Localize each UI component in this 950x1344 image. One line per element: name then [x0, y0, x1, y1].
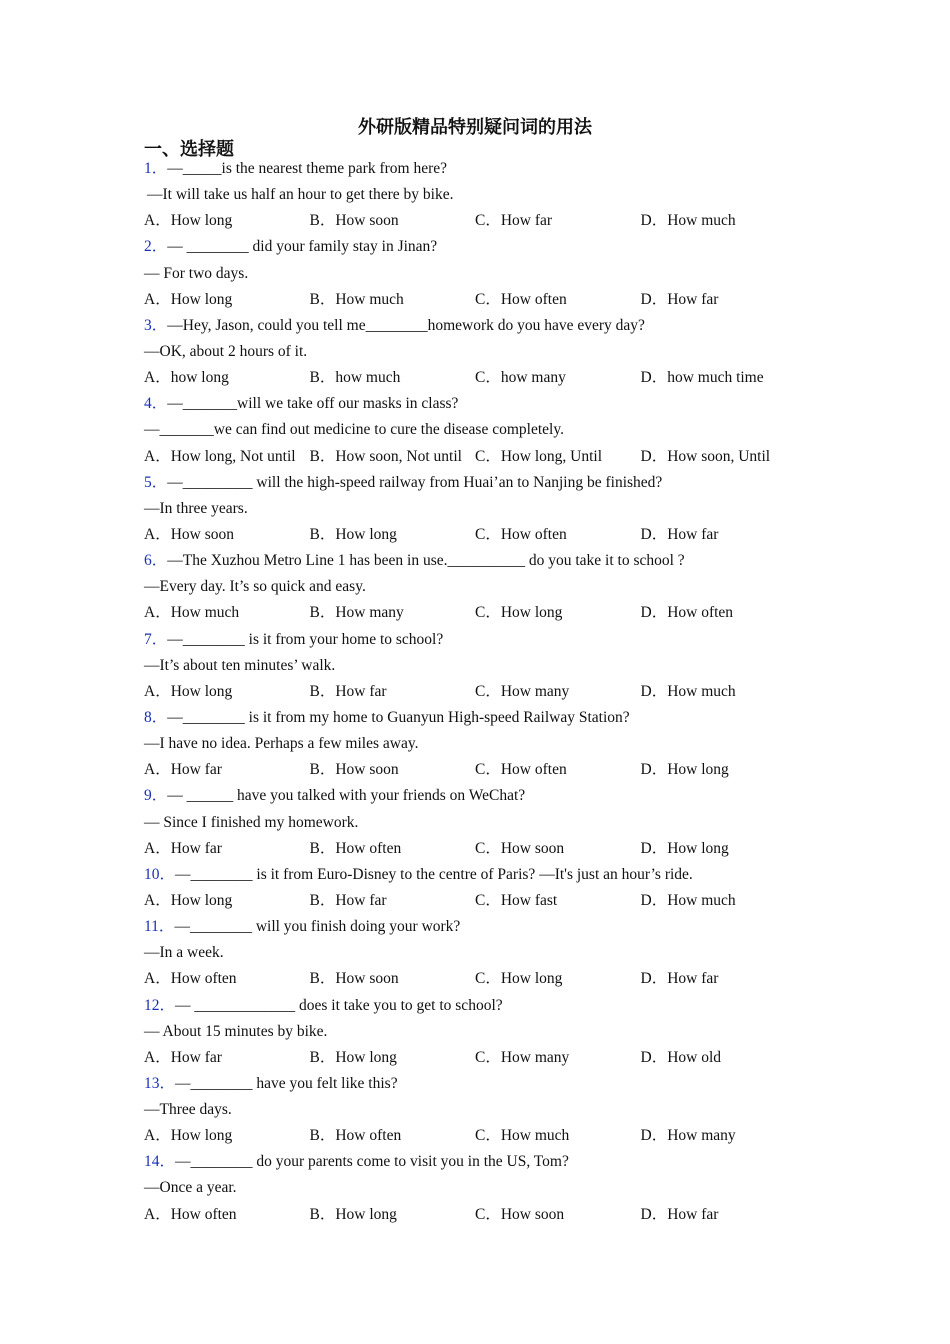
option-d[interactable]: D．How many	[640, 1127, 736, 1145]
option-c[interactable]: C．How long, Until	[475, 447, 603, 465]
question-text: —_______will we take off our masks in class?	[167, 395, 459, 413]
options-row	[144, 208, 824, 234]
option-d[interactable]: D．How long	[640, 839, 729, 857]
option-b[interactable]: B．How long	[309, 525, 397, 543]
question-item	[144, 470, 824, 548]
question-text: —The Xuzhou Metro Line 1 has been in use.__________ do you take it to school ?	[167, 552, 685, 570]
option-b[interactable]: B．How often	[309, 1127, 402, 1145]
section-heading: 一、选择题	[144, 139, 234, 159]
question-line	[144, 1149, 824, 1175]
question-item	[144, 313, 824, 391]
option-b[interactable]: B．How many	[309, 604, 404, 622]
options-row	[144, 966, 824, 992]
options-row	[144, 365, 824, 391]
option-c[interactable]: C．How much	[475, 1127, 570, 1145]
question-line	[144, 548, 824, 574]
question-line	[144, 862, 824, 888]
answer-line: —Three days.	[144, 1101, 232, 1119]
question-line	[144, 313, 824, 339]
question-text: —_____is the nearest theme park from here?	[167, 160, 448, 177]
question-text: — _____________ does it take you to get to school?	[175, 996, 503, 1014]
answer-line: —OK, about 2 hours of it.	[144, 342, 308, 360]
question-text: — ______ have you talked with your friends on WeChat?	[167, 787, 526, 805]
option-b[interactable]: B．How soon	[309, 212, 399, 230]
question-number: 9．	[144, 787, 168, 805]
option-a[interactable]: A．How long	[144, 290, 233, 308]
question-number: 12．	[144, 996, 176, 1014]
question-number: 14．	[144, 1153, 176, 1171]
question-item	[144, 1149, 824, 1227]
question-list	[144, 156, 824, 1228]
option-c[interactable]: C．How many	[475, 1048, 570, 1066]
option-c[interactable]: C．How often	[475, 290, 567, 308]
question-number: 5．	[144, 473, 168, 491]
question-text: —________ is it from my home to Guanyun High-speed Railway Station?	[167, 708, 630, 726]
option-c[interactable]: C．How soon	[475, 1205, 565, 1223]
answer-line: — For two days.	[144, 264, 249, 282]
option-b[interactable]: B．How far	[309, 891, 387, 909]
option-c[interactable]: C．How far	[475, 212, 553, 230]
options-row	[144, 600, 824, 626]
option-d[interactable]: D．How old	[640, 1048, 722, 1066]
option-b[interactable]: B．How long	[309, 1205, 397, 1223]
answer-line: —In three years.	[144, 499, 248, 517]
question-number: 11．	[144, 918, 175, 936]
answer-line: — Since I finished my homework.	[144, 813, 359, 831]
option-c[interactable]: C．How many	[475, 682, 570, 700]
option-b[interactable]: B．How long	[309, 1048, 397, 1066]
option-d[interactable]: D．How long	[640, 761, 729, 779]
option-a[interactable]: A．How long, Not until	[144, 447, 296, 465]
option-c[interactable]: C．How long	[475, 604, 563, 622]
question-text: —________ have you felt like this?	[175, 1074, 398, 1092]
answer-line: —Once a year.	[144, 1179, 237, 1197]
options-row	[144, 1045, 824, 1071]
question-item	[144, 993, 824, 1071]
option-a[interactable]: A．How far	[144, 1048, 222, 1066]
options-row	[144, 679, 824, 705]
question-line	[144, 627, 824, 653]
option-a[interactable]: A．How far	[144, 761, 222, 779]
option-c[interactable]: C．How long	[475, 970, 563, 988]
answer-line: —_______we can find out medicine to cure the disease completely.	[144, 421, 564, 439]
answer-line: —I have no idea. Perhaps a few miles away.	[144, 735, 419, 753]
question-item	[144, 548, 824, 626]
question-item	[144, 156, 824, 234]
option-b[interactable]: B．How much	[309, 290, 404, 308]
option-d[interactable]: D．How much	[640, 212, 736, 230]
question-line	[144, 470, 824, 496]
answer-line: —It will take us half an hour to get there by bike.	[147, 186, 454, 204]
option-a[interactable]: A．How long	[144, 212, 233, 230]
option-b[interactable]: B．how much	[309, 369, 401, 387]
answer-line: —Every day. It’s so quick and easy.	[144, 578, 366, 596]
option-b[interactable]: B．How soon	[309, 761, 399, 779]
question-text: —Hey, Jason, could you tell me________homework do you have every day?	[167, 316, 645, 334]
option-c[interactable]: C．How often	[475, 525, 567, 543]
option-a[interactable]: A．How long	[144, 682, 233, 700]
question-line	[144, 156, 824, 182]
question-number: 10．	[144, 865, 176, 883]
question-number: 7．	[144, 630, 168, 648]
question-line	[144, 1071, 824, 1097]
options-row	[144, 522, 824, 548]
option-d[interactable]: D．How soon, Until	[640, 447, 771, 465]
question-line	[144, 993, 824, 1019]
question-item	[144, 914, 824, 992]
question-item	[144, 862, 824, 914]
question-line	[144, 705, 824, 731]
question-line	[144, 783, 824, 809]
option-b[interactable]: B．How often	[309, 839, 402, 857]
option-b[interactable]: B．How soon, Not until	[309, 447, 462, 465]
question-number: 1．	[144, 160, 168, 177]
option-a[interactable]: A．How long	[144, 891, 233, 909]
question-text: —________ is it from Euro-Disney to the centre of Paris? —It's just an hour’s ride.	[175, 865, 693, 883]
question-item	[144, 783, 824, 861]
question-number: 6．	[144, 552, 168, 570]
answer-line: —It’s about ten minutes’ walk.	[144, 656, 336, 674]
question-number: 8．	[144, 708, 168, 726]
question-item	[144, 234, 824, 312]
options-row	[144, 287, 824, 313]
question-item	[144, 705, 824, 783]
option-b[interactable]: B．How far	[309, 682, 387, 700]
answer-line: —In a week.	[144, 944, 224, 962]
option-c[interactable]: C．How fast	[475, 891, 558, 909]
option-a[interactable]: A．How far	[144, 839, 222, 857]
option-d[interactable]: D．how much time	[640, 369, 764, 387]
option-d[interactable]: D．How much	[640, 891, 736, 909]
question-number: 2．	[144, 238, 168, 256]
option-c[interactable]: C．how many	[475, 369, 566, 387]
options-row	[144, 757, 824, 783]
question-text: —_________ will the high-speed railway from Huai’an to Nanjing be finished?	[167, 473, 663, 491]
option-a[interactable]: A．How soon	[144, 525, 234, 543]
question-line	[144, 914, 824, 940]
question-text: —________ do your parents come to visit you in the US, Tom?	[175, 1153, 569, 1171]
option-b[interactable]: B．How soon	[309, 970, 399, 988]
question-text: —________ is it from your home to school?	[167, 630, 444, 648]
answer-line: — About 15 minutes by bike.	[144, 1022, 328, 1040]
options-row	[144, 444, 824, 470]
question-item	[144, 627, 824, 705]
question-number: 4．	[144, 395, 168, 413]
option-d[interactable]: D．How far	[640, 525, 719, 543]
options-row	[144, 888, 824, 914]
option-d[interactable]: D．How often	[640, 604, 734, 622]
options-row	[144, 1123, 824, 1149]
option-a[interactable]: A．How often	[144, 970, 237, 988]
question-number: 13．	[144, 1074, 176, 1092]
option-d[interactable]: D．How far	[640, 290, 719, 308]
options-row	[144, 1202, 824, 1228]
option-a[interactable]: A．How often	[144, 1205, 237, 1223]
question-item	[144, 1071, 824, 1149]
option-c[interactable]: C．How soon	[475, 839, 565, 857]
option-a[interactable]: A．How much	[144, 604, 240, 622]
option-d[interactable]: D．How far	[640, 970, 719, 988]
question-text: — ________ did your family stay in Jinan?	[167, 238, 438, 256]
question-text: —________ will you finish doing your work?	[174, 918, 461, 936]
option-d[interactable]: D．How far	[640, 1205, 719, 1223]
option-a[interactable]: A．How long	[144, 1127, 233, 1145]
document-title: 外研版精品特别疑问词的用法	[358, 117, 592, 137]
question-line	[144, 234, 824, 260]
options-row	[144, 836, 824, 862]
question-number: 3．	[144, 316, 168, 334]
option-a[interactable]: A．how long	[144, 369, 229, 387]
question-line	[144, 391, 824, 417]
option-d[interactable]: D．How much	[640, 682, 736, 700]
option-c[interactable]: C．How often	[475, 761, 567, 779]
question-item	[144, 391, 824, 469]
